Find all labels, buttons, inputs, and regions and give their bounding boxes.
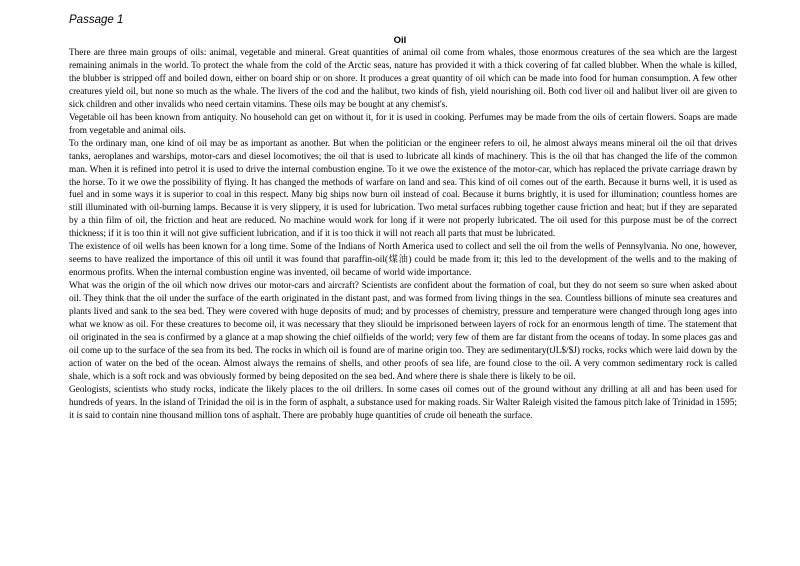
paragraph-mineral-oil: To the ordinary man, one kind of oil may be as important as another. But when the politician or the engineer refers to oil, he almost always means mineral oil the oil that drives tanks, aeroplanes and warships, motor-cars and diesel locomotives; the oil that is used to lubricate all kinds of machinery. This is the oil that has changed the life of the common man. When it is refined into petrol it is used to drive the internal combustion engine. To it we owe the existence of the motor-car, which has replaced the private carriage drawn by the horse. To it we owe the possibility of flying. It has changed the methods of warfare on land and sea. This kind of oil comes out of the earth. Because it burns well, it is used as fuel and in some ways it is superior to coal in this respect. Many big ships now burn oil instead of coal. Because it burns brightly, it is used for illumination; countless homes are still illuminated with oil-burning lamps. Because it is very slippery, it is used for lubrication. Two metal surfaces rubbing together cause friction and heat; but if they are separated by a thin film of oil, the friction and heat are reduced. No machine would work for long if it were not properly lubricated. The oil used for this purpose must be of the correct thickness; if it is too thin it will not give sufficient lubrication, and if it is too thick it will not reach all parts that must be lubricated. xyxy=(69,138,737,240)
passage-label: Passage 1 xyxy=(69,14,124,26)
paragraph-animal-oil: There are three main groups of oils: animal, vegetable and mineral. Great quantities of animal oil come from whales, those enormous creatures of the sea which are the largest remaining animals in the world. To protect the whale from the cold of the Arctic seas, nature has provided it with a thick covering of fat called blubber. When the whale is killed, the blubber is stripped off and boiled down, either on board ship or on shore. It produces a great quantity of oil which can be made into food for human consumption. A few other creatures yield oil, but none so much as the whale. The livers of the cod and the halibut, two kinds of fish, yield nourishing oil. Both cod liver oil and halibut liver oil are given to sick children and other invalids who need certain vitamins. These oils may be bought at any chemist's. xyxy=(69,48,737,110)
paragraph-vegetable-oil: Vegetable oil has been known from antiquity. No household can get on without it, for it is used in cooking. Perfumes may be made from the oils of certain flowers. Soaps are made from vegetable and animal oils. xyxy=(69,112,737,136)
paragraph-oil-wells: The existence of oil wells has been known for a long time. Some of the Indians of North America used to collect and sell the oil from the wells of Pennsylvania. No one, however, seems to have realized the importance of this oil until it was found that paraffin-oil(煤油) could be made from it; this led to the development of the wells and to the making of enormous profits. When the internal combustion engine was invented, oil became of world wide importance. xyxy=(69,242,737,279)
document-title: Oil xyxy=(393,35,407,46)
paragraph-oil-origin: What was the origin of the oil which now drives our motor-cars and aircraft? Scientists are confident about the formation of coal, but they do not seem so sure when asked about oil. They think that the oil under the surface of the earth originated in the distant past, and was formed from living things in the sea. Countless billions of minute sea creatures and plants lived and sank to the sea bed. They were covered with huge deposits of mud; and by processes of chemistry, pressure and temperature were changed through long ages into what we know as oil. For these creatures to become oil, it was necessary that they sliould be imprisoned between layers of rock for an enormous length of time. The statement that oil originated in the sea is confirmed by a glance at a map showing the chief oilfields of the world; very few of them are far distant from the oceans of today. In some places gas and oil come up to the surface of the sea from its bed. The rocks in which oil is found are of marine origin too. They are sedimentary(tJL$/$J) rocks, rocks which were laid down by the action of water on the bed of the ocean. Almost always the remains of shells, and other proofs of sea life, are found close to the oil. A very common sedimentary rock is called shale, which is a soft rock and was obviously formed by being deposited on the sea bed. And where there is shale there is likely to be oil. xyxy=(69,281,737,382)
passage-body xyxy=(69,47,737,423)
paragraph-geologists: Geologists, scientists who study rocks, indicate the likely places to the oil drillers. In some cases oil comes out of the ground without any drilling at all and has been used for hundreds of years. In the island of Trinidad the oil is in the form of asphalt, a substance used for making roads. Sir Walter Raleigh visited the famous pitch lake of Trinidad in 1595; it is said to contain nine thousand million tons of asphalt. There are probably huge quantities of crude oil beneath the surface. xyxy=(69,384,737,421)
